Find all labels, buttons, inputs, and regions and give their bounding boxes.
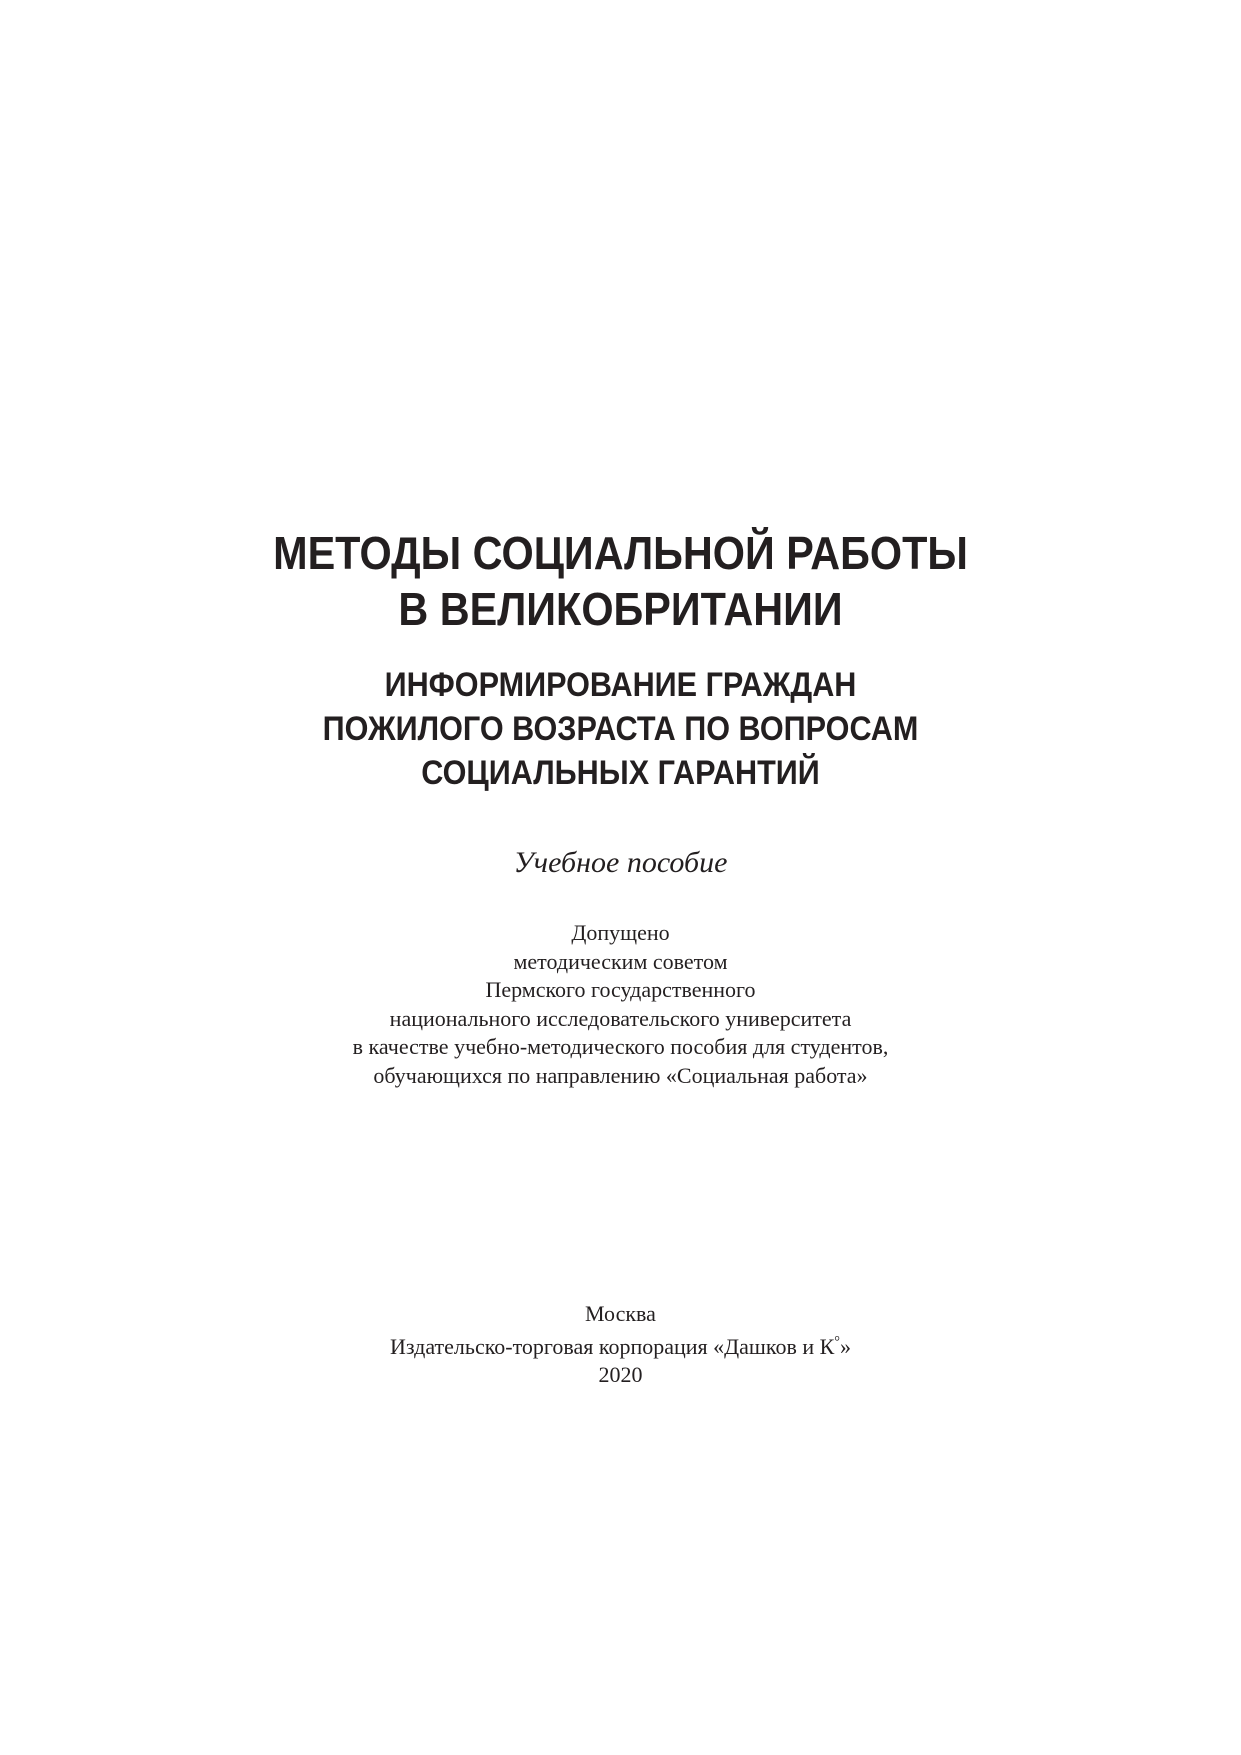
book-title-line-2: В ВЕЛИКОБРИТАНИИ	[398, 583, 843, 635]
approval-line-6: обучающихся по направлению «Социальная работа»	[373, 1062, 868, 1088]
approval-line-4: национального исследовательского университета	[389, 1005, 852, 1031]
approval-line-5: в качестве учебно-методического пособия для студентов,	[352, 1034, 889, 1059]
book-subtitle-line-1: ИНФОРМИРОВАНИЕ ГРАЖДАН	[384, 666, 857, 704]
imprint-year: 2020	[598, 1361, 643, 1387]
book-subtitle	[62, 663, 1179, 795]
publisher-closing-quote: »	[840, 1333, 851, 1359]
publisher-name: Издательско-торговая корпорация «Дашков и К	[389, 1333, 835, 1359]
book-title-line-1: МЕТОДЫ СОЦИАЛЬНОЙ РАБОТЫ	[273, 527, 968, 579]
book-title	[62, 525, 1179, 637]
approval-statement	[0, 919, 1241, 1090]
approval-line-1: Допущено	[571, 920, 670, 945]
publisher-imprint	[0, 1300, 1241, 1389]
imprint-city: Москва	[585, 1301, 656, 1326]
approval-line-2: методическим советом	[513, 948, 728, 974]
publisher-degree-sign: °	[834, 1334, 840, 1350]
book-genre: Учебное пособие	[513, 846, 728, 879]
approval-line-3: Пермского государственного	[485, 977, 756, 1002]
book-subtitle-line-2: ПОЖИЛОГО ВОЗРАСТА ПО ВОПРОСАМ	[322, 710, 919, 748]
imprint-publisher	[0, 1328, 1241, 1361]
book-subtitle-line-3: СОЦИАЛЬНЫХ ГАРАНТИЙ	[421, 754, 820, 792]
